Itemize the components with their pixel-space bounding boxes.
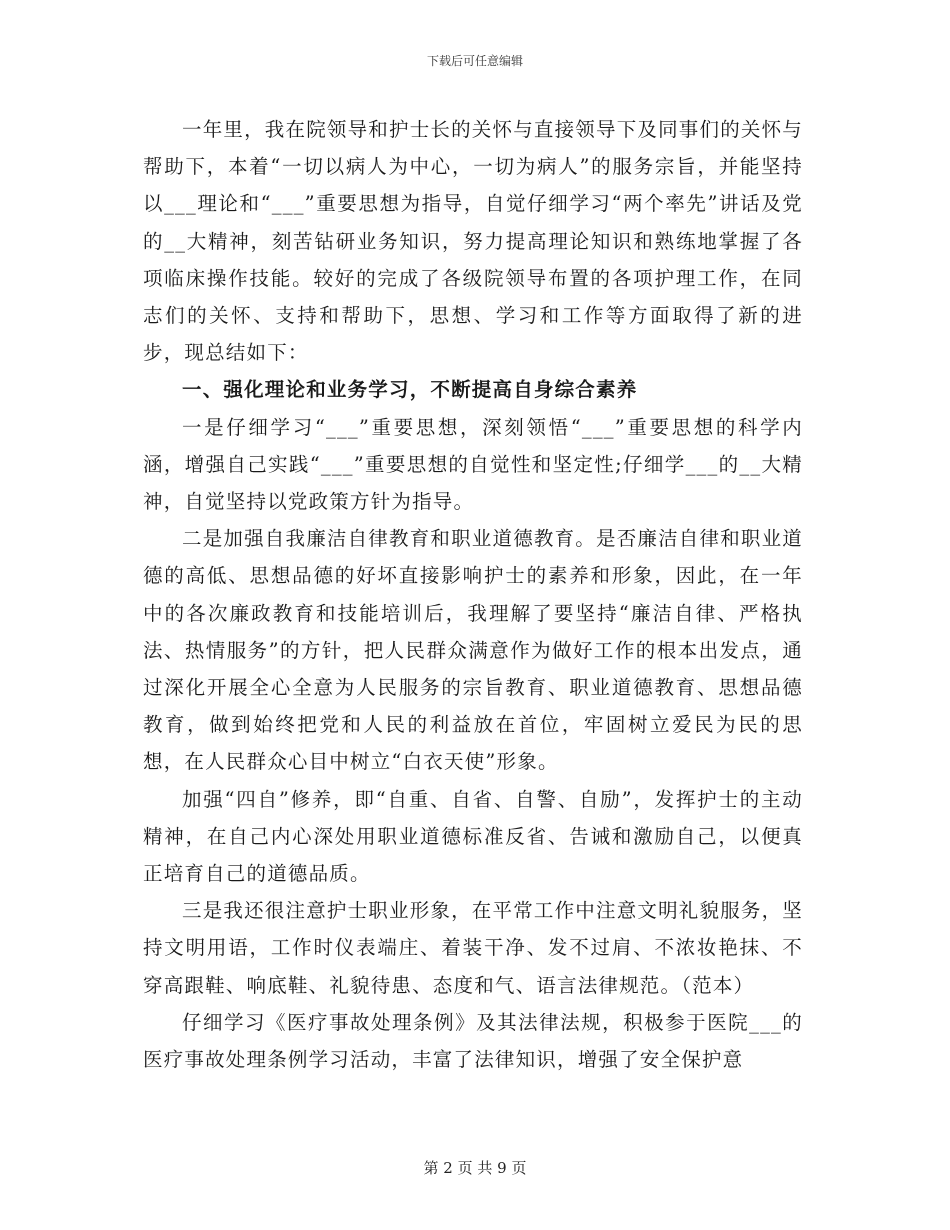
intro-paragraph: 一年里，我在院领导和护士长的关怀与直接领导下及同事们的关怀与帮助下，本着“一切以病人为中心，一切为病人”的服务宗旨，并能坚持以___理论和“___”重要思想为指导，自觉仔细学习“两个率先”讲话及党的__大精神，刻苦钻研业务知识，努力提高理论知识和熟练地掌握了各项临床操作技能。较好的完成了各级院领导布置的各项护理工作，在同志们的关怀、支持和帮助下，思想、学习和工作等方面取得了新的进步，现总结如下： <box>143 118 804 365</box>
page-number: 第 2 页 共 9 页 <box>423 1159 527 1177</box>
paragraph-medical-law: 仔细学习《医疗事故处理条例》及其法律法规，积极参于医院___的医疗事故处理条例学习活动，丰富了法律知识，增强了安全保护意 <box>143 1010 803 1072</box>
paragraph-four-self: 加强“四自”修养，即“自重、自省、自警、自励”，发挥护士的主动精神，在自己内心深处用职业道德标准反省、告诫和激励自己，以便真正培育自己的道德品质。 <box>143 787 803 886</box>
section-heading: 一、强化理论和业务学习，不断提高自身综合素养 <box>182 378 638 402</box>
paragraph-nurse-image: 三是我还很注意护士职业形象，在平常工作中注意文明礼貌服务，坚持文明用语，工作时仪表端庄、着装干净、发不过肩、不浓妆艳抹、不穿高跟鞋、响底鞋、礼貌待患、态度和气、语言法律规范。（范本） <box>143 899 804 997</box>
document-body <box>143 111 803 1078</box>
paragraph-integrity-ethics: 二是加强自我廉洁自律教育和职业道德教育。是否廉洁自律和职业道德的高低、思想品德的好坏直接影响护士的素养和形象，因此，在一年中的各次廉政教育和技能培训后，我理解了要坚持“廉洁自律、严格执法、热情服务”的方针，把人民群众满意作为做好工作的根本出发点，通过深化开展全心全意为人民服务的宗旨教育、职业道德教育、思想品德教育，做到始终把党和人民的利益放在首位，牢固树立爱民为民的思想，在人民群众心目中树立“白衣天使”形象。 <box>143 527 804 774</box>
paragraph-study-thought: 一是仔细学习“___”重要思想，深刻领悟“___”重要思想的科学内涵，增强自己实践“___”重要思想的自觉性和坚定性;仔细学___的__大精神，自觉坚持以党政策方针为指导。 <box>143 415 803 514</box>
header-note: 下载后可任意编辑 <box>426 54 523 68</box>
